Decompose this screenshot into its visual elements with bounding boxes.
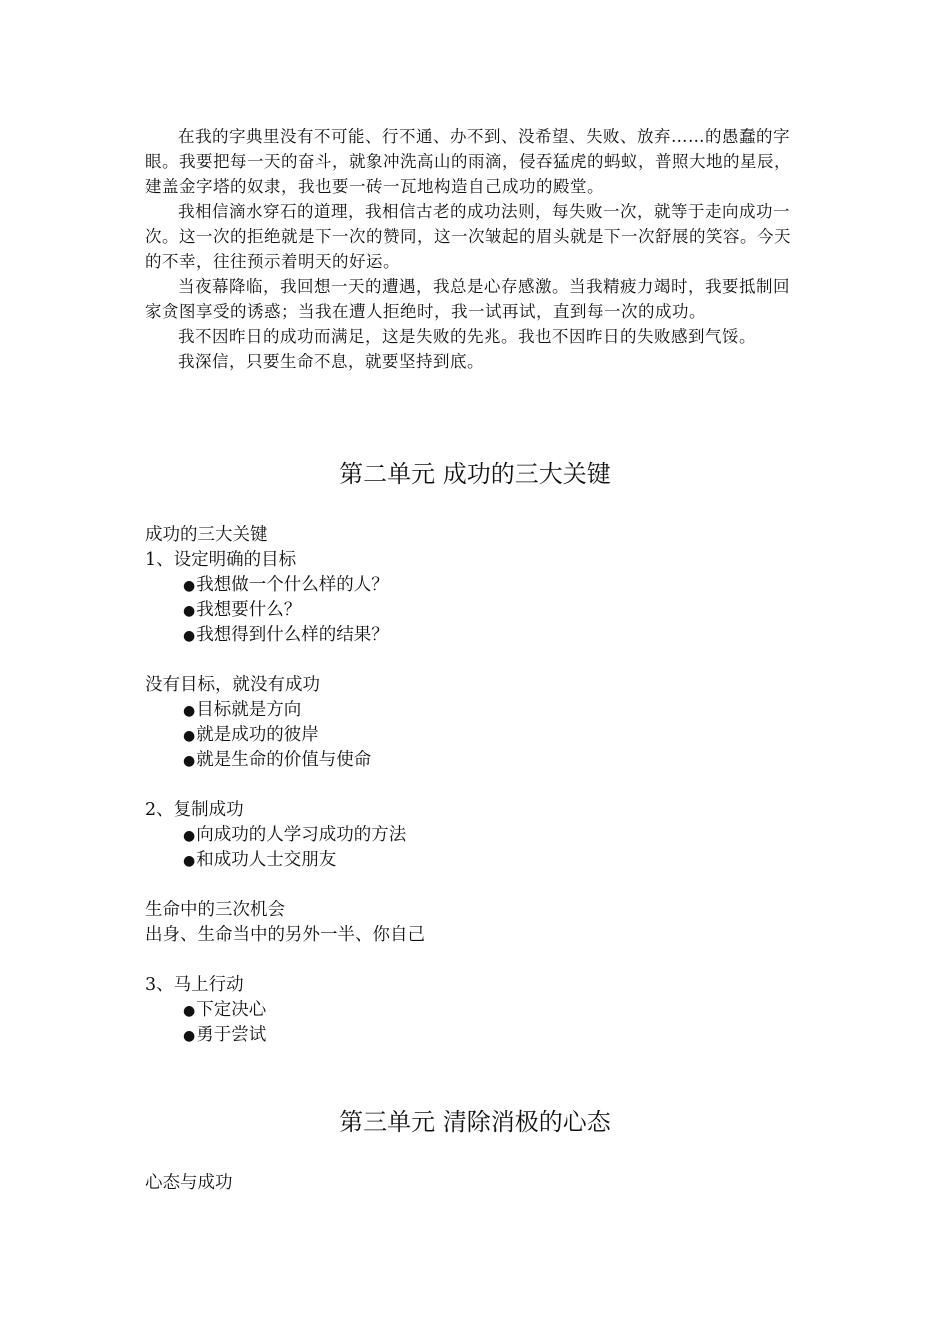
key-item-1: 1、设定明确的目标 xyxy=(145,550,297,570)
bullet-item: ● 下定决心 xyxy=(145,998,805,1023)
blank-line xyxy=(145,648,805,673)
blank-line xyxy=(145,773,805,798)
unit3-content xyxy=(145,1171,805,1196)
intro-section xyxy=(145,124,805,374)
intro-paragraph: 在我的字典里没有不可能、行不通、办不到、没希望、失败、放弃……的愚蠢的字眼。我要把每一天的奋斗，就象冲洗高山的雨滴，侵吞猛虎的蚂蚁，普照大地的星辰，建盖金字塔的奴隶，我也要一砖一瓦地构造自己成功的殿堂。 xyxy=(145,127,791,196)
intro-paragraph: 我深信，只要生命不息，就要坚持到底。 xyxy=(178,352,484,371)
bullet-item: ● 向成功的人学习成功的方法 xyxy=(145,823,805,848)
blank-line xyxy=(145,948,805,973)
unit2-content xyxy=(145,523,805,1048)
unit3-heading: 第三单元 清除消极的心态 xyxy=(339,1108,611,1136)
no-goal-heading: 没有目标，就没有成功 xyxy=(145,675,320,695)
chances-text: 出身、生命当中的另外一半、你自己 xyxy=(145,925,425,945)
bullet-item: ● 我想做一个什么样的人？ xyxy=(145,573,805,598)
bullet-item: ● 目标就是方向 xyxy=(145,698,805,723)
key-item-2: 2、复制成功 xyxy=(145,800,244,820)
bullet-item: ● 我想得到什么样的结果？ xyxy=(145,623,805,648)
bullet-item: ● 就是生命的价值与使命 xyxy=(145,748,805,773)
unit2-subtitle: 成功的三大关键 xyxy=(145,525,268,545)
bullet-item: ● 勇于尝试 xyxy=(145,1023,805,1048)
key-item-3: 3、马上行动 xyxy=(145,975,244,995)
intro-paragraph: 当夜幕降临，我回想一天的遭遇，我总是心存感激。当我精疲力竭时，我要抵制回家贪图享受的诱惑；当我在遭人拒绝时，我一试再试，直到每一次的成功。 xyxy=(145,277,790,321)
unit3-subtitle: 心态与成功 xyxy=(145,1173,233,1193)
bullet-item: ● 和成功人士交朋友 xyxy=(145,848,805,873)
blank-line xyxy=(145,873,805,898)
unit2-heading: 第二单元 成功的三大关键 xyxy=(339,460,611,488)
bullet-item: ● 我想要什么？ xyxy=(145,598,805,623)
chances-heading: 生命中的三次机会 xyxy=(145,900,285,920)
intro-paragraph: 我不因昨日的成功而满足，这是失败的先兆。我也不因昨日的失败感到气馁。 xyxy=(178,327,756,346)
bullet-item: ● 就是成功的彼岸 xyxy=(145,723,805,748)
intro-paragraph: 我相信滴水穿石的道理，我相信古老的成功法则，每失败一次，就等于走向成功一次。这一次的拒绝就是下一次的赞同，这一次皱起的眉头就是下一次舒展的笑容。今天的不幸，往往预示着明天的好运。 xyxy=(145,202,791,271)
